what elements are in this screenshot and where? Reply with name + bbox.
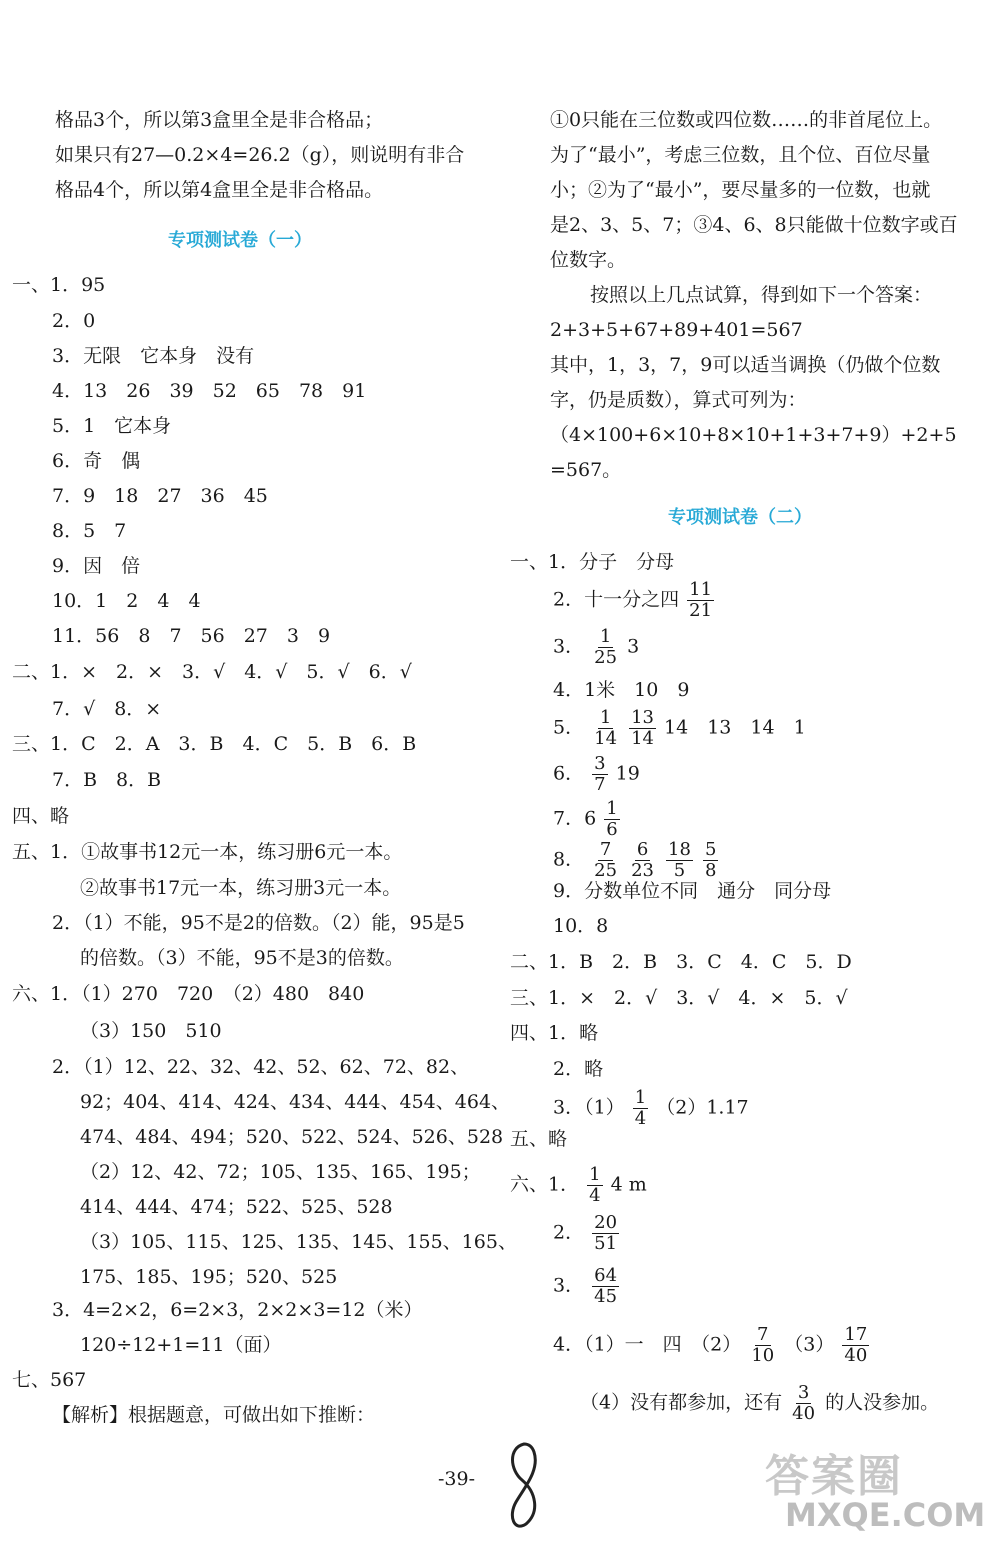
denominator: 4 bbox=[634, 1108, 647, 1129]
watermark-logo: 答案圈 bbox=[765, 1451, 903, 1502]
fraction bbox=[592, 754, 607, 795]
analysis-line-6: 按照以上几点试算，得到如下一个答案： bbox=[590, 284, 933, 306]
numerator: 20 bbox=[594, 1212, 618, 1233]
answer-2-1-8 bbox=[553, 840, 720, 881]
numerator: 5 bbox=[705, 839, 717, 860]
answer-1-5: 5．1 它本身 bbox=[52, 415, 172, 437]
denominator: 25 bbox=[594, 647, 618, 668]
fraction bbox=[633, 1088, 648, 1129]
answer-2-1-1: 一、1．分子 分母 bbox=[510, 551, 675, 573]
answer-5-c: 2．（1）不能，95不是2的倍数。（2）能，95是5 bbox=[52, 912, 465, 934]
denominator: 14 bbox=[631, 728, 654, 749]
answer-2-4-1: 四、1．略 bbox=[510, 1022, 599, 1044]
answer-3-b: 7．B 8．B bbox=[52, 769, 162, 791]
intro-line-3: 格品4个，所以第4盒里全是非合格品。 bbox=[55, 179, 384, 201]
handwritten-mark bbox=[500, 1440, 550, 1530]
analysis-line-3: 小；②为了“最小”，要尽量多的一位数，也就 bbox=[550, 179, 931, 201]
answer-1-3: 3．无限 它本身 没有 bbox=[52, 345, 255, 367]
answer-text: 2．十一分之四 bbox=[553, 588, 680, 611]
denominator: 40 bbox=[792, 1403, 816, 1424]
answer-2-1-3 bbox=[553, 627, 639, 668]
answer-2-1-2 bbox=[553, 580, 716, 621]
answer-6-f: （2）12、42、72；105、135、165、195； bbox=[80, 1161, 481, 1183]
page-number: -39- bbox=[438, 1468, 476, 1490]
answer-2-1-6 bbox=[553, 754, 640, 795]
fraction bbox=[666, 840, 693, 881]
numerator: 1 bbox=[599, 626, 612, 647]
watermark bbox=[765, 1440, 1000, 1540]
fraction bbox=[790, 1383, 817, 1424]
answer-1-7: 7．9 18 27 36 45 bbox=[52, 485, 268, 507]
numerator: 1 bbox=[634, 1087, 647, 1108]
analysis-line-4: 是2、3、5、7；③4、6、8只能做十位数字或百 bbox=[550, 214, 958, 236]
denominator: 4 bbox=[589, 1185, 601, 1206]
numerator: 17 bbox=[844, 1324, 868, 1345]
answer-2-a: 二、1．× 2．× 3．√ 4．√ 5．√ 6．√ bbox=[12, 661, 412, 683]
answer-1-1: 一、1．95 bbox=[12, 274, 106, 296]
watermark-url: MXQE.COM bbox=[785, 1496, 986, 1534]
denominator: 40 bbox=[844, 1345, 868, 1366]
intro-line-1: 格品3个，所以第3盒里全是非合格品； bbox=[55, 109, 384, 131]
answer-4: 四、略 bbox=[12, 805, 70, 827]
answer-2-6-3 bbox=[553, 1266, 621, 1307]
answer-2-2: 二、1．B 2．B 3．C 4．C 5．D bbox=[510, 951, 852, 973]
analysis-line-10: （4×100+6×10+8×10+1+3+7+9）+2+5 bbox=[550, 424, 957, 446]
answer-2-6-2 bbox=[553, 1213, 621, 1254]
answer-2-1-10: 10．8 bbox=[553, 915, 609, 937]
answer-2-1-9: 9．分数单位不同 通分 同分母 bbox=[553, 880, 832, 902]
answer-6-e: 474、484、494；520、522、524、526、528 bbox=[80, 1126, 504, 1148]
analysis-line-1: ①0只能在三位数或四位数……的非首尾位上。 bbox=[550, 109, 943, 131]
answer-2-3: 三、1．× 2．√ 3．√ 4．× 5．√ bbox=[510, 987, 848, 1009]
answer-1-4: 4．13 26 39 52 65 78 91 bbox=[52, 380, 367, 402]
answer-text: （3） bbox=[784, 1333, 835, 1356]
numerator: 11 bbox=[689, 579, 713, 600]
numerator: 13 bbox=[631, 707, 654, 728]
numerator: 7 bbox=[599, 839, 612, 860]
answer-2-6-1 bbox=[510, 1165, 647, 1206]
answer-6-b: （3）150 510 bbox=[80, 1020, 222, 1042]
answer-2-6-4 bbox=[553, 1325, 871, 1366]
fraction bbox=[629, 708, 656, 749]
fraction bbox=[587, 1165, 602, 1206]
denominator: 14 bbox=[594, 728, 618, 749]
numerator: 6 bbox=[636, 839, 649, 860]
answer-2-5: 五、略 bbox=[510, 1128, 568, 1150]
answer-text: （2）1.17 bbox=[656, 1096, 749, 1119]
answer-text: 4．（1）一 四 （2） bbox=[553, 1333, 742, 1356]
answer-text: 14 13 14 1 bbox=[664, 716, 806, 739]
answer-1-6: 6．奇 偶 bbox=[52, 450, 141, 472]
numerator: 18 bbox=[668, 839, 691, 860]
numerator: 1 bbox=[606, 798, 618, 819]
analysis-line-11: =567。 bbox=[550, 459, 622, 481]
denominator: 10 bbox=[751, 1345, 775, 1366]
fraction bbox=[687, 580, 714, 621]
answer-3-a: 三、1．C 2．A 3．B 4．C 5．B 6．B bbox=[12, 733, 417, 755]
denominator: 23 bbox=[631, 860, 654, 881]
answer-6-g: 414、444、474；522、525、528 bbox=[80, 1196, 393, 1218]
fraction bbox=[592, 840, 619, 881]
answer-6-k: 120÷12+1=11（面） bbox=[80, 1334, 282, 1356]
denominator: 5 bbox=[673, 860, 686, 881]
answer-1-10: 10．1 2 4 4 bbox=[52, 590, 201, 612]
intro-line-2: 如果只有27—0.2×4=26.2（g），则说明有非合 bbox=[55, 144, 465, 166]
answer-text: 6． bbox=[553, 762, 585, 785]
analysis-line-2: 为了“最小”，考虑三位数，且个位、百位尽量 bbox=[550, 144, 931, 166]
answer-6-i: 175、185、195；520、525 bbox=[80, 1266, 338, 1288]
analysis-line-7: 2+3+5+67+89+401=567 bbox=[550, 319, 803, 341]
answer-text: 5． bbox=[553, 716, 585, 739]
denominator: 7 bbox=[594, 774, 606, 795]
denominator: 8 bbox=[705, 860, 717, 881]
answer-2-4-3 bbox=[553, 1088, 749, 1129]
answer-text: 2． bbox=[553, 1221, 585, 1244]
analysis-line-9: 字，仍是质数），算式可列为： bbox=[550, 389, 807, 411]
fraction bbox=[703, 840, 718, 881]
answer-6-c: 2．（1）12、22、32、42、52、62、72、82、 bbox=[52, 1056, 470, 1078]
numerator: 1 bbox=[589, 1164, 601, 1185]
answer-6-h: （3）105、115、125、135、145、155、165、 bbox=[80, 1231, 517, 1253]
answer-2-1-5 bbox=[553, 708, 806, 749]
answer-5-d: 的倍数。（3）不能，95不是3的倍数。 bbox=[80, 947, 404, 969]
answer-text: 3． bbox=[553, 635, 585, 658]
answer-2-1-4: 4．1米 10 9 bbox=[553, 679, 690, 701]
answer-2-6-5 bbox=[580, 1383, 939, 1424]
answer-text: 3 bbox=[627, 635, 640, 658]
section-heading-2: 专项测试卷（二） bbox=[668, 507, 812, 528]
fraction bbox=[749, 1325, 776, 1366]
answer-text: 3． bbox=[553, 1274, 585, 1297]
answer-1-9: 9．因 倍 bbox=[52, 555, 141, 577]
answer-6-d: 92；404、414、424、434、444、454、464、 bbox=[80, 1091, 511, 1113]
denominator: 45 bbox=[594, 1286, 618, 1307]
answer-text: 4 m bbox=[610, 1173, 647, 1196]
answer-text: 六、1． bbox=[510, 1173, 580, 1196]
numerator: 7 bbox=[757, 1324, 769, 1345]
fraction bbox=[604, 799, 619, 840]
answer-5-a: 五、1．①故事书12元一本，练习册6元一本。 bbox=[12, 841, 403, 863]
fraction bbox=[592, 1213, 619, 1254]
answer-7-b: 【解析】根据题意，可做出如下推断： bbox=[52, 1404, 376, 1426]
answer-2-4-2: 2．略 bbox=[553, 1058, 604, 1080]
answer-6-a: 六、1．（1）270 720 （2）480 840 bbox=[12, 983, 365, 1005]
fraction bbox=[842, 1325, 869, 1366]
answer-text: （4）没有都参加，还有 bbox=[580, 1391, 783, 1414]
denominator: 25 bbox=[594, 860, 618, 881]
answer-5-b: ②故事书17元一本，练习册3元一本。 bbox=[80, 877, 402, 899]
answer-text: 的人没参加。 bbox=[825, 1391, 940, 1414]
denominator: 21 bbox=[689, 600, 713, 621]
fraction bbox=[592, 627, 619, 668]
analysis-line-5: 位数字。 bbox=[550, 249, 627, 271]
numerator: 1 bbox=[599, 707, 612, 728]
answer-6-j: 3．4=2×2，6=2×3，2×2×3=12（米） bbox=[52, 1299, 423, 1321]
answer-text: 3．（1） bbox=[553, 1096, 625, 1119]
answer-2-b: 7．√ 8．× bbox=[52, 698, 162, 720]
denominator: 51 bbox=[594, 1233, 618, 1254]
answer-1-8: 8．5 7 bbox=[52, 520, 127, 542]
answer-text: 8． bbox=[553, 848, 585, 871]
section-heading-1: 专项测试卷（一） bbox=[168, 230, 312, 251]
answer-1-11: 11．56 8 7 56 27 3 9 bbox=[52, 625, 331, 647]
answer-7-a: 七、567 bbox=[12, 1369, 87, 1391]
numerator: 64 bbox=[594, 1265, 618, 1286]
denominator: 6 bbox=[606, 819, 618, 840]
answer-2-1-7 bbox=[553, 799, 622, 840]
answer-1-2: 2．0 bbox=[52, 310, 96, 332]
numerator: 3 bbox=[797, 1382, 810, 1403]
fraction bbox=[592, 1266, 619, 1307]
answer-text: 19 bbox=[615, 762, 640, 785]
answer-text: 7．6 bbox=[553, 807, 597, 830]
numerator: 3 bbox=[594, 753, 606, 774]
analysis-line-8: 其中，1，3，7，9可以适当调换（仍做个位数 bbox=[550, 354, 941, 376]
fraction bbox=[629, 840, 656, 881]
fraction bbox=[592, 708, 619, 749]
